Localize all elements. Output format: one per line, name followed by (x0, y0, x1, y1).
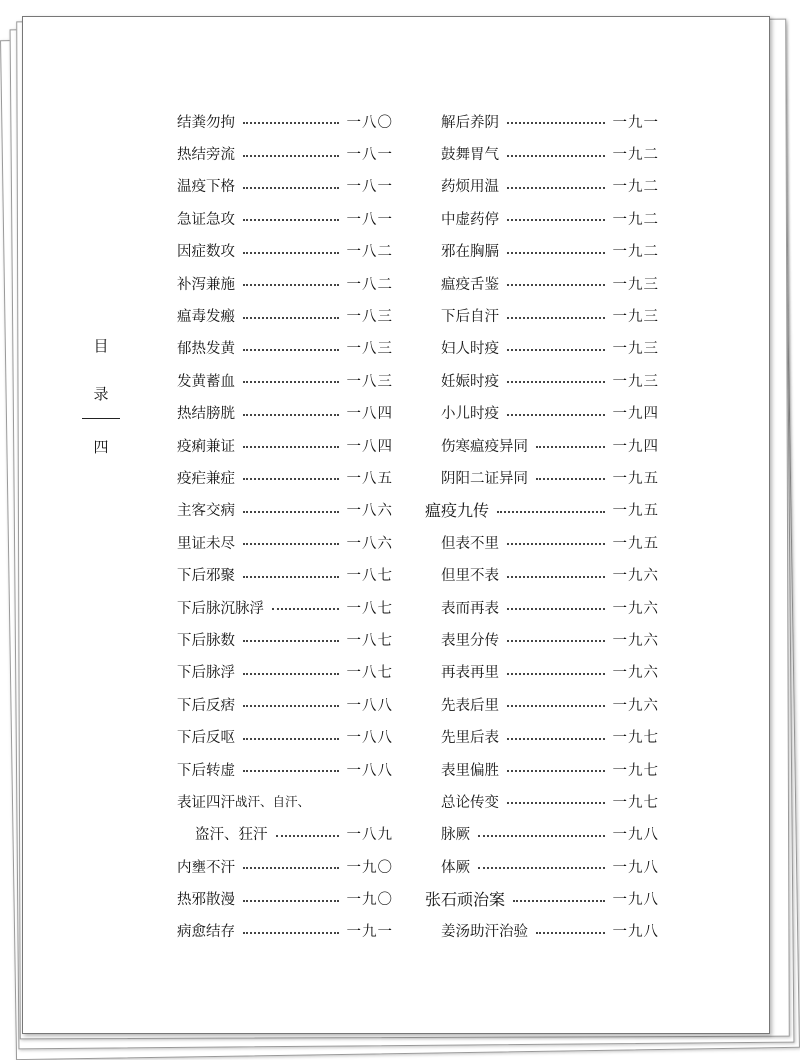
entry-title: 表证四汗 (177, 794, 235, 811)
entry-title: 药烦用温 (441, 179, 499, 196)
sidebar-char: 目 (93, 337, 109, 355)
toc-entry (177, 526, 393, 558)
entry-title: 病愈结存 (177, 924, 235, 941)
toc-entry (425, 785, 659, 817)
dot-leader (243, 446, 339, 448)
toc-entry (425, 720, 659, 752)
dot-leader (507, 673, 605, 675)
entry-page-number: 一八七 (346, 665, 393, 682)
dot-leader (243, 381, 339, 383)
dot-leader (243, 900, 339, 902)
entry-page-number: 一八四 (346, 406, 393, 423)
dot-leader (507, 608, 605, 610)
dot-leader (243, 738, 339, 740)
toc-entry (177, 332, 393, 364)
toc-entry (177, 397, 393, 429)
entry-page-number: 一九四 (612, 406, 659, 423)
entry-title: 但表不里 (441, 535, 499, 552)
dot-leader (243, 414, 339, 416)
dot-leader (507, 317, 605, 319)
sidebar-char: 录 (93, 385, 109, 403)
entry-page-number: 一八三 (346, 341, 393, 358)
dot-leader (536, 446, 605, 448)
dot-leader (478, 867, 605, 869)
toc-entry (425, 170, 659, 202)
dot-leader (243, 478, 339, 480)
entry-page-number: 一九七 (612, 794, 659, 811)
entry-page-number: 一八八 (346, 762, 393, 779)
toc-entry (177, 461, 393, 493)
entry-page-number: 一九八 (612, 859, 659, 876)
entry-title: 下后脉数 (177, 632, 235, 649)
toc-entry (177, 299, 393, 331)
dot-leader (243, 122, 339, 124)
dot-leader (243, 284, 339, 286)
toc-entry (177, 720, 393, 752)
entry-title: 表里分传 (441, 632, 499, 649)
dot-leader (507, 122, 605, 124)
entry-page-number: 一九八 (612, 892, 659, 909)
entry-title: 热结旁流 (177, 147, 235, 164)
entry-title: 阴阳二证异同 (441, 470, 528, 487)
dot-leader (507, 705, 605, 707)
toc-entry (177, 850, 393, 882)
dot-leader (536, 932, 605, 934)
dot-leader (243, 187, 339, 189)
entry-page-number: 一九〇 (346, 859, 393, 876)
entry-page-number: 一八四 (346, 438, 393, 455)
entry-title: 脉厥 (441, 827, 470, 844)
entry-page-number: 一九二 (612, 211, 659, 228)
entry-title: 表而再表 (441, 600, 499, 617)
entry-page-number: 一八七 (346, 600, 393, 617)
entry-page-number: 一九五 (612, 503, 659, 520)
entry-page-number: 一九三 (612, 341, 659, 358)
entry-title: 下后自汗 (441, 309, 499, 326)
toc-entry (425, 656, 659, 688)
sidebar-rule (82, 418, 120, 419)
dot-leader (243, 317, 339, 319)
entry-page-number: 一九六 (612, 632, 659, 649)
entry-title: 瘟毒发瘢 (177, 309, 235, 326)
toc-entry (177, 591, 393, 623)
dot-leader (507, 155, 605, 157)
entry-page-number: 一八六 (346, 535, 393, 552)
dot-leader (507, 414, 605, 416)
entry-page-number: 一九一 (612, 114, 659, 131)
entry-page-number: 一九六 (612, 697, 659, 714)
entry-page-number: 一九二 (612, 179, 659, 196)
entry-title: 下后反呕 (177, 730, 235, 747)
toc-entry (177, 753, 393, 785)
toc-entry (425, 429, 659, 461)
entry-page-number: 一九三 (612, 373, 659, 390)
toc-entry (177, 818, 393, 850)
toc-entry (177, 364, 393, 396)
entry-title: 急证急攻 (177, 211, 235, 228)
toc-entry (425, 850, 659, 882)
entry-page-number: 一八三 (346, 373, 393, 390)
entry-page-number: 一九六 (612, 600, 659, 617)
toc-entry (177, 235, 393, 267)
dot-leader (507, 543, 605, 545)
entry-title: 先里后表 (441, 730, 499, 747)
dot-leader (243, 932, 339, 934)
entry-title: 表里偏胜 (441, 762, 499, 779)
entry-page-number: 一八七 (346, 568, 393, 585)
entry-title: 姜汤助汗治验 (441, 924, 528, 941)
entry-subtitle: 战汗、自汗、 (235, 794, 311, 810)
toc-entry (177, 105, 393, 137)
entry-page-number: 一八二 (346, 244, 393, 261)
toc-entry (177, 882, 393, 914)
entry-title: 疫疟兼症 (177, 470, 235, 487)
entry-title: 再表再里 (441, 665, 499, 682)
toc-entry (425, 299, 659, 331)
entry-page-number: 一九七 (612, 762, 659, 779)
entry-page-number: 一八八 (346, 730, 393, 747)
entry-title: 下后邪聚 (177, 568, 235, 585)
dot-leader (507, 381, 605, 383)
page-sidebar (81, 332, 121, 461)
entry-page-number: 一八八 (346, 697, 393, 714)
toc-entry (177, 785, 393, 817)
entry-title: 疫痢兼证 (177, 438, 235, 455)
entry-title: 妊娠时疫 (441, 373, 499, 390)
entry-page-number: 一九三 (612, 309, 659, 326)
entry-page-number: 一八七 (346, 632, 393, 649)
dot-leader (243, 576, 339, 578)
toc-entry (425, 105, 659, 137)
entry-page-number: 一九八 (612, 924, 659, 941)
dot-leader (243, 511, 339, 513)
entry-page-number: 一九〇 (346, 892, 393, 909)
toc-entry (425, 623, 659, 655)
dot-leader (536, 478, 605, 480)
toc-entry (177, 915, 393, 947)
entry-title: 下后反痞 (177, 697, 235, 714)
dot-leader (243, 640, 339, 642)
entry-title: 盗汗、狂汗 (195, 827, 268, 844)
entry-title: 热邪散漫 (177, 892, 235, 909)
entry-title: 郁热发黄 (177, 341, 235, 358)
dot-leader (507, 252, 605, 254)
dot-leader (507, 802, 605, 804)
toc-entry (425, 397, 659, 429)
toc-entry (425, 364, 659, 396)
entry-title: 小儿时疫 (441, 406, 499, 423)
entry-page-number: 一八五 (346, 470, 393, 487)
entry-title: 先表后里 (441, 697, 499, 714)
dot-leader (478, 835, 605, 837)
entry-title: 因症数攻 (177, 244, 235, 261)
toc-entry (425, 526, 659, 558)
entry-title: 但里不表 (441, 568, 499, 585)
entry-page-number: 一九六 (612, 568, 659, 585)
toc-entry (425, 267, 659, 299)
toc-entry (177, 170, 393, 202)
entry-title: 内壅不汗 (177, 859, 235, 876)
entry-title: 结粪勿拘 (177, 114, 235, 131)
entry-title: 张石顽治案 (425, 890, 506, 910)
dot-leader (497, 511, 604, 513)
entry-title: 伤寒瘟疫异同 (441, 438, 528, 455)
toc-entry (425, 818, 659, 850)
entry-title: 下后脉浮 (177, 665, 235, 682)
entry-title: 温疫下格 (177, 179, 235, 196)
entry-page-number: 一九五 (612, 535, 659, 552)
dot-leader (243, 867, 339, 869)
entry-page-number: 一八一 (346, 147, 393, 164)
toc-entry (177, 202, 393, 234)
entry-page-number: 一八二 (346, 276, 393, 293)
toc-entry (425, 332, 659, 364)
dot-leader (243, 349, 339, 351)
dot-leader (243, 673, 339, 675)
entry-title: 鼓舞胃气 (441, 147, 499, 164)
entry-page-number: 一八一 (346, 179, 393, 196)
entry-page-number: 一九一 (346, 924, 393, 941)
entry-title: 总论传变 (441, 794, 499, 811)
dot-leader (507, 219, 605, 221)
entry-title: 补泻兼施 (177, 276, 235, 293)
dot-leader (513, 900, 604, 902)
toc-column-left (177, 105, 393, 947)
toc-entry (425, 753, 659, 785)
dot-leader (276, 835, 339, 837)
entry-page-number: 一九二 (612, 147, 659, 164)
entry-title: 邪在胸膈 (441, 244, 499, 261)
dot-leader (243, 219, 339, 221)
entry-page-number: 一八〇 (346, 114, 393, 131)
dot-leader (272, 608, 339, 610)
dot-leader (243, 543, 339, 545)
toc-entry (177, 429, 393, 461)
entry-title: 下后脉沉脉浮 (177, 600, 264, 617)
entry-title: 里证未尽 (177, 535, 235, 552)
entry-page-number: 一九四 (612, 438, 659, 455)
entry-page-number: 一九八 (612, 827, 659, 844)
toc-entry (425, 915, 659, 947)
toc-entry (425, 137, 659, 169)
toc-entry (425, 461, 659, 493)
entry-title: 下后转虚 (177, 762, 235, 779)
toc-entry (425, 202, 659, 234)
entry-title: 妇人时疫 (441, 341, 499, 358)
toc-entry (177, 137, 393, 169)
entry-page-number: 一九三 (612, 276, 659, 293)
toc-entry (425, 558, 659, 590)
dot-leader (507, 187, 605, 189)
toc-entry (425, 235, 659, 267)
dot-leader (507, 738, 605, 740)
entry-page-number: 一九六 (612, 665, 659, 682)
toc-entry (425, 882, 659, 914)
toc-column-right (425, 105, 659, 947)
entry-title: 主客交病 (177, 503, 235, 520)
entry-title: 解后养阴 (441, 114, 499, 131)
toc-entry (425, 688, 659, 720)
entry-page-number: 一八三 (346, 309, 393, 326)
entry-title: 瘟疫舌鉴 (441, 276, 499, 293)
entry-page-number: 一九七 (612, 730, 659, 747)
entry-page-number: 一九二 (612, 244, 659, 261)
dot-leader (243, 705, 339, 707)
toc-entry (177, 494, 393, 526)
entry-page-number: 一八六 (346, 503, 393, 520)
entry-title: 热结膀胱 (177, 406, 235, 423)
toc-entry (177, 688, 393, 720)
dot-leader (243, 770, 339, 772)
toc-entry (177, 558, 393, 590)
dot-leader (507, 770, 605, 772)
toc-entry (177, 656, 393, 688)
entry-title: 发黄蓄血 (177, 373, 235, 390)
entry-title: 体厥 (441, 859, 470, 876)
toc-entry (425, 494, 659, 526)
entry-title: 瘟疫九传 (425, 501, 490, 521)
dot-leader (243, 252, 339, 254)
page-number: 四 (93, 438, 109, 456)
dot-leader (507, 640, 605, 642)
dot-leader (507, 284, 605, 286)
toc-entry (177, 623, 393, 655)
dot-leader (507, 576, 605, 578)
entry-page-number: 一八一 (346, 211, 393, 228)
entry-page-number: 一八九 (346, 827, 393, 844)
entry-page-number: 一九五 (612, 470, 659, 487)
toc-entry (425, 591, 659, 623)
entry-title: 中虚药停 (441, 211, 499, 228)
toc-entry (177, 267, 393, 299)
dot-leader (243, 155, 339, 157)
toc-page (22, 16, 770, 1034)
dot-leader (507, 349, 605, 351)
